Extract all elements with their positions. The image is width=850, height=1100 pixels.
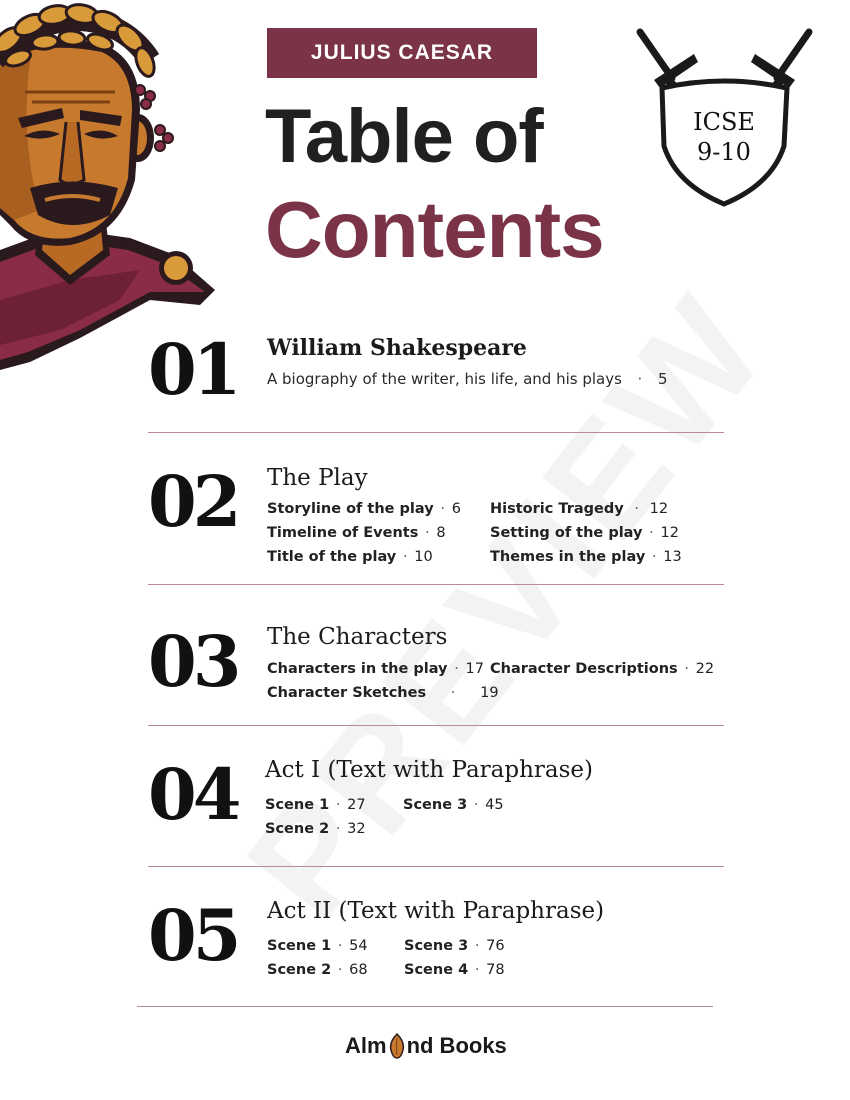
- section-divider: [148, 584, 724, 585]
- brand-text-start: Alm: [345, 1033, 387, 1058]
- shield-text-line2: 9-10: [697, 138, 751, 166]
- section-number: 03: [148, 620, 238, 703]
- section-heading: The Characters: [267, 624, 448, 650]
- section-heading: The Play: [267, 465, 368, 491]
- toc-entry[interactable]: Scene 2 · 68: [267, 962, 368, 978]
- section-divider: [148, 432, 724, 433]
- toc-entry[interactable]: Title of the play · 10: [267, 549, 433, 565]
- toc-entry[interactable]: Themes in the play · 13: [490, 549, 682, 565]
- toc-column-left: [267, 934, 368, 982]
- section-heading: Act I (Text with Paraphrase): [265, 757, 594, 783]
- toc-column-left: [267, 657, 499, 705]
- section-description: A biography of the writer, his life, and his plays · 5: [267, 370, 668, 388]
- toc-column-left: [265, 793, 366, 841]
- section-heading: William Shakespeare: [267, 335, 527, 361]
- description-text: A biography of the writer, his life, and his plays: [267, 370, 622, 388]
- crossed-swords-shield-icon: [632, 26, 817, 208]
- toc-entry[interactable]: Characters in the play · 17: [267, 661, 484, 677]
- caesar-portrait-illustration: [0, 0, 225, 370]
- publisher-logo: [345, 1033, 507, 1059]
- toc-column-left: [267, 497, 461, 569]
- almond-icon: [388, 1033, 406, 1059]
- toc-column-right: [403, 793, 504, 817]
- toc-entry[interactable]: Scene 3 · 76: [404, 938, 505, 954]
- toc-entry[interactable]: Character Descriptions · 22: [490, 661, 715, 677]
- toc-column-right: [490, 657, 714, 681]
- toc-entry[interactable]: Scene 1 · 27: [265, 797, 366, 813]
- toc-entry[interactable]: Scene 3 · 45: [403, 797, 504, 813]
- toc-column-right: [490, 497, 682, 569]
- page-title-line1: Table of: [265, 94, 543, 179]
- section-divider: [148, 725, 724, 726]
- brand-text-end: nd Books: [406, 1033, 507, 1058]
- section-number: 04: [148, 753, 238, 836]
- section-number: 05: [148, 894, 238, 977]
- toc-entry[interactable]: Character Sketches · 19: [267, 685, 499, 701]
- section-heading: Act II (Text with Paraphrase): [267, 898, 605, 924]
- toc-entry[interactable]: Storyline of the play · 6: [267, 501, 461, 517]
- book-title-badge: JULIUS CAESAR: [267, 28, 537, 78]
- toc-entry[interactable]: Scene 2 · 32: [265, 821, 366, 837]
- shield-text-line1: ICSE: [693, 108, 755, 136]
- page-number: 5: [657, 370, 668, 388]
- toc-entry[interactable]: Historic Tragedy · 12: [490, 501, 669, 517]
- section-number: 02: [148, 460, 238, 543]
- section-number: 01: [148, 328, 238, 411]
- toc-column-right: [404, 934, 505, 982]
- toc-entry[interactable]: Scene 4 · 78: [404, 962, 505, 978]
- page-title-line2: Contents: [265, 185, 604, 274]
- toc-entry[interactable]: Scene 1 · 54: [267, 938, 368, 954]
- section-divider: [137, 1006, 713, 1007]
- preview-watermark: [213, 264, 801, 949]
- toc-entry[interactable]: Timeline of Events · 8: [267, 525, 446, 541]
- toc-entry[interactable]: Setting of the play · 12: [490, 525, 679, 541]
- section-divider: [148, 866, 724, 867]
